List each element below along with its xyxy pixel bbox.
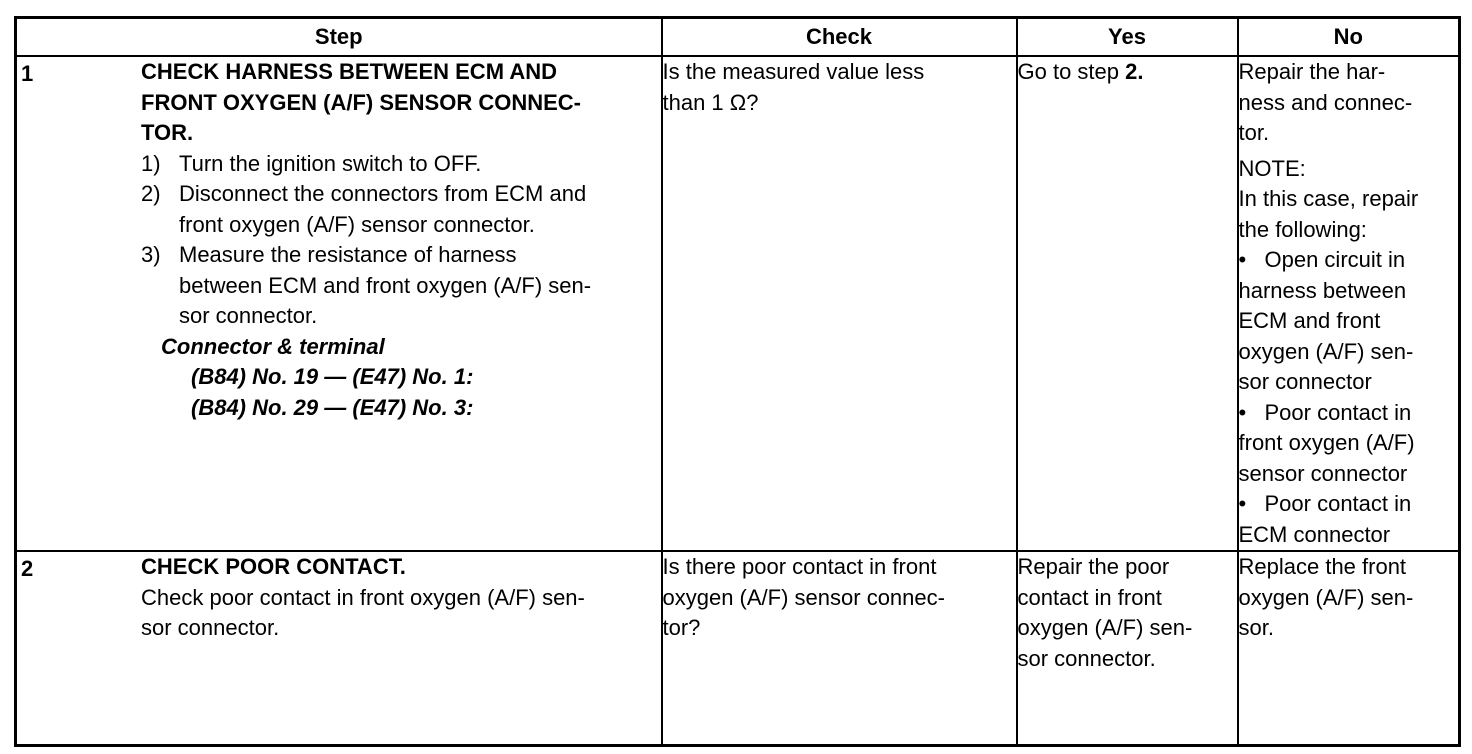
step-body-2: [141, 552, 661, 644]
yes-line: Repair the poor: [1017, 554, 1170, 579]
note-line: the following:: [1238, 216, 1367, 242]
header-row: [16, 18, 1460, 57]
step-cell-2: [16, 551, 662, 746]
note-bullet-item: [1239, 245, 1459, 276]
no-cell-1: [1238, 56, 1460, 551]
check-line: Is the measured value less: [662, 59, 925, 84]
check-cell-1: [662, 56, 1017, 551]
bullet-text: Poor contact in: [1264, 399, 1412, 425]
header-no: No: [1238, 18, 1460, 57]
bullet-text: Poor contact in: [1264, 491, 1412, 516]
substep-text: [179, 149, 653, 180]
no-line: Replace the front: [1238, 554, 1407, 579]
note-bullet-item: [1239, 398, 1459, 429]
note-bullet-item: [1239, 489, 1459, 520]
step-cell-1: [16, 56, 662, 551]
no-line: oxygen (A/F) sen-: [1238, 584, 1414, 610]
bullet-continuation: front oxygen (A/F): [1238, 430, 1415, 455]
substep-line: sor connector.: [179, 303, 318, 328]
step-title-1: [141, 57, 653, 149]
substep-number: 1): [141, 150, 161, 176]
substep-line: between ECM and front oxygen (A/F) sen-: [179, 272, 592, 298]
step-title-line: FRONT OXYGEN (A/F) SENSOR CONNEC-: [141, 89, 582, 115]
bullet-continuation: oxygen (A/F) sen-: [1238, 338, 1414, 364]
yes-text: Go to step: [1017, 59, 1126, 84]
note-line: In this case, repair: [1238, 186, 1419, 211]
bullet-text: Open circuit in: [1264, 247, 1406, 272]
substep-number: 3): [141, 242, 161, 267]
bullet-continuation: sor connector: [1238, 369, 1372, 394]
yes-cell-2: [1017, 551, 1238, 746]
step-body-line: sor connector.: [141, 615, 280, 640]
bullet-continuation: ECM connector: [1238, 521, 1391, 547]
substep-line: Turn the ignition switch to OFF.: [179, 150, 482, 176]
substep-text: [179, 240, 653, 332]
substep: [141, 179, 653, 240]
header-yes: Yes: [1017, 18, 1238, 57]
yes-line: sor connector.: [1017, 645, 1156, 671]
no-cell-2: [1238, 551, 1460, 746]
note-label: NOTE:: [1238, 155, 1306, 181]
bullet-icon: •: [1238, 399, 1247, 425]
step-number: 2: [21, 556, 34, 581]
bullet-continuation: harness between: [1238, 277, 1407, 303]
diagnostic-table: [14, 16, 1461, 747]
step-title-2: CHECK POOR CONTACT.: [141, 554, 406, 579]
substep: [141, 240, 653, 332]
table-row-step-1: [16, 56, 1460, 551]
bullet-continuation: ECM and front: [1238, 308, 1381, 333]
check-line: than 1 Ω?: [662, 89, 759, 115]
yes-cell-1: [1017, 56, 1238, 551]
step-title-line: TOR.: [141, 120, 194, 145]
substep-number: 2): [141, 181, 161, 206]
connector-terminal-label: Connector & terminal: [161, 333, 385, 359]
check-line: oxygen (A/F) sensor connec-: [662, 584, 945, 610]
yes-step-ref: 2.: [1125, 59, 1144, 84]
check-line: tor?: [662, 615, 701, 640]
no-line: sor.: [1238, 615, 1274, 640]
substep-line: front oxygen (A/F) sensor connector.: [179, 211, 535, 237]
substep: [141, 149, 653, 180]
bullet-continuation: sensor connector: [1238, 460, 1408, 486]
connector-terminal-line: (B84) No. 29 — (E47) No. 3:: [191, 394, 474, 420]
step-number: 1: [21, 61, 34, 86]
check-line: Is there poor contact in front: [662, 554, 937, 579]
substep-line: Measure the resistance of harness: [179, 242, 517, 267]
header-check: Check: [662, 18, 1017, 57]
bullet-icon: •: [1238, 491, 1247, 516]
substep-text: [179, 179, 653, 240]
check-cell-2: [662, 551, 1017, 746]
step-body-line: Check poor contact in front oxygen (A/F) sen-: [141, 584, 585, 610]
bullet-icon: •: [1238, 247, 1247, 272]
step-title-line: CHECK HARNESS BETWEEN ECM AND: [141, 59, 557, 84]
no-line: Repair the har-: [1238, 59, 1386, 84]
connector-terminal-line: (B84) No. 19 — (E47) No. 1:: [191, 364, 474, 389]
header-step: Step: [16, 18, 662, 57]
substep-line: Disconnect the connectors from ECM and: [179, 181, 587, 206]
no-line: ness and connec-: [1238, 89, 1413, 115]
yes-line: oxygen (A/F) sen-: [1017, 615, 1193, 640]
step-body-1: [141, 57, 661, 423]
no-line: tor.: [1238, 120, 1270, 145]
yes-line: contact in front: [1017, 584, 1162, 610]
table-row-step-2: [16, 551, 1460, 746]
